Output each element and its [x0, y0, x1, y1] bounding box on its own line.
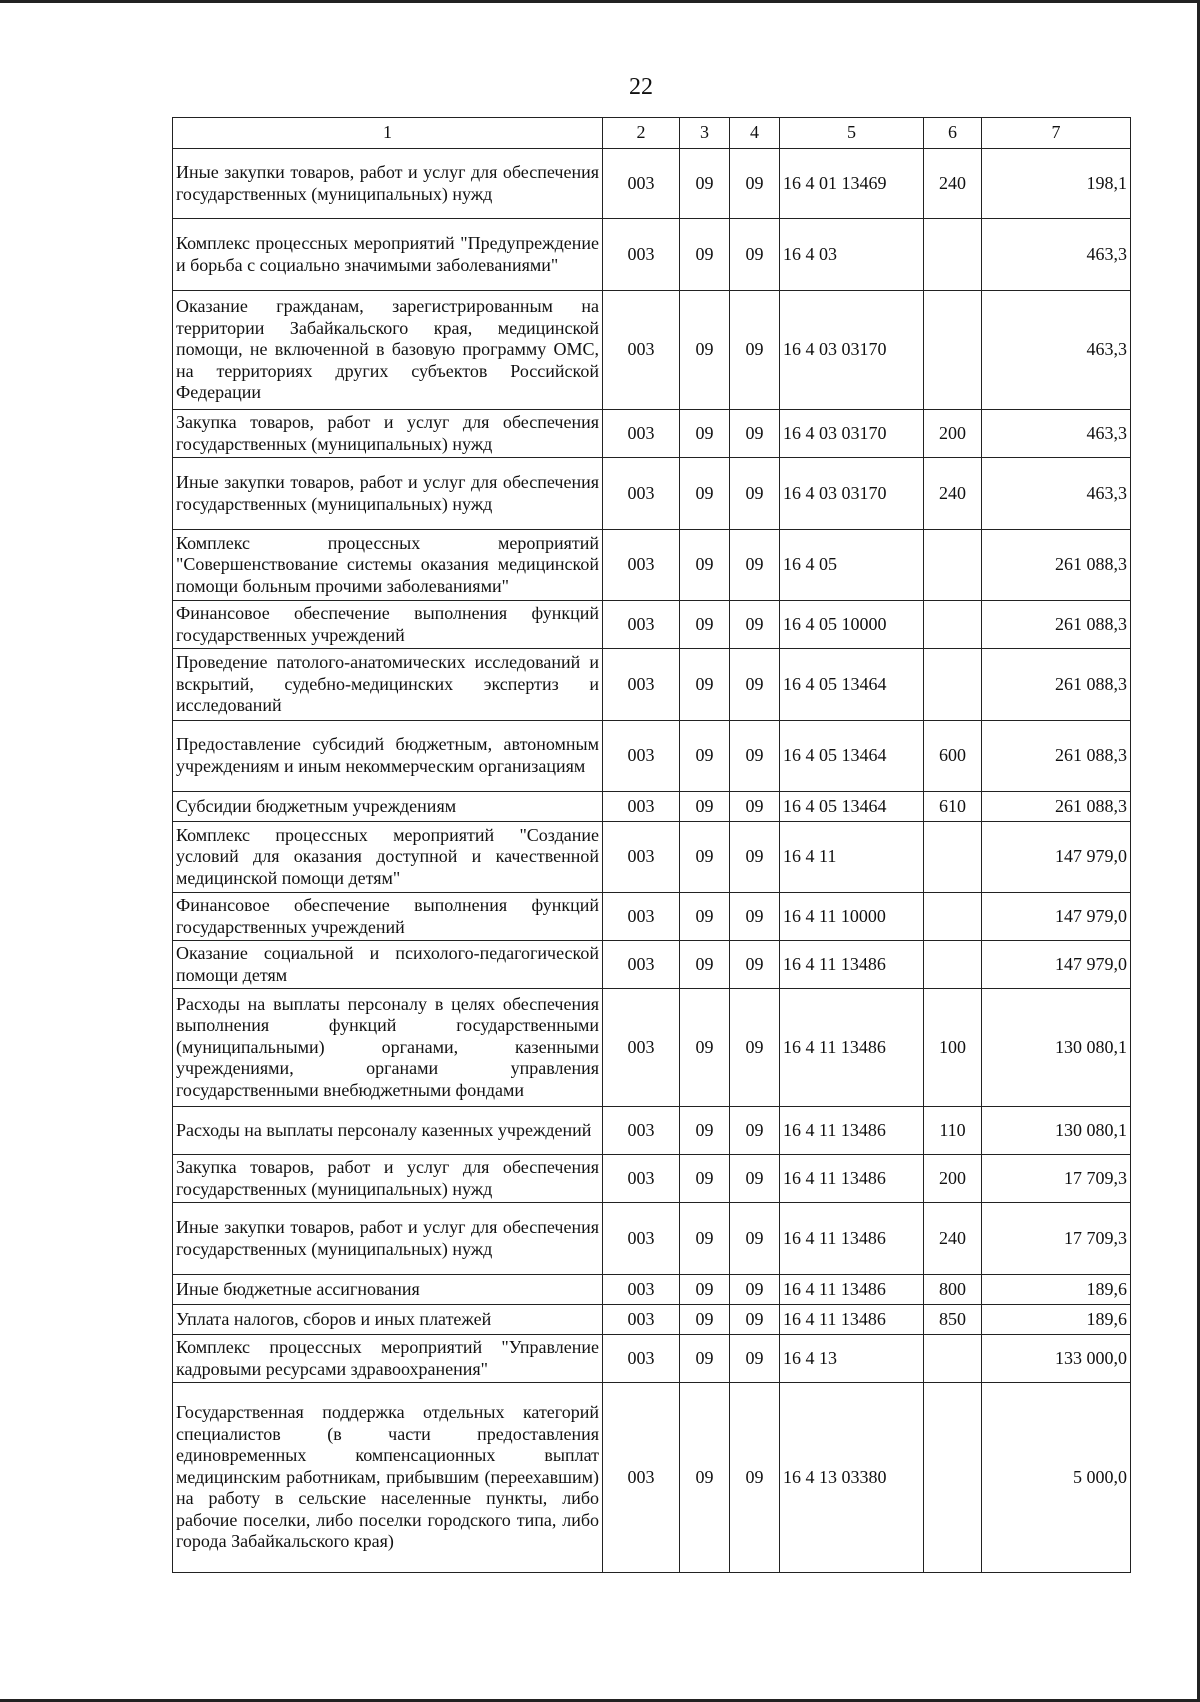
row-name-cell: Уплата налогов, сборов и иных платежей [173, 1305, 603, 1335]
row-target-code-cell: 16 4 03 03170 [780, 410, 924, 458]
row-chapter-cell: 003 [603, 149, 680, 219]
row-target-code-cell: 16 4 03 03170 [780, 291, 924, 410]
row-subsection-cell: 09 [730, 1305, 780, 1335]
table-row [173, 601, 1131, 649]
row-amount-cell: 17 709,3 [982, 1203, 1131, 1275]
row-name-cell: Оказание социальной и психолого-педагогической помощи детям [173, 941, 603, 989]
row-name-cell: Комплекс процессных мероприятий "Совершенствование системы оказания медицинской помощи больным прочими заболеваниями" [173, 530, 603, 601]
row-name-cell: Финансовое обеспечение выполнения функций государственных учреждений [173, 601, 603, 649]
row-section-cell: 09 [680, 1107, 730, 1155]
row-target-code-cell: 16 4 13 03380 [780, 1383, 924, 1573]
table-row [173, 1383, 1131, 1573]
row-target-code-cell: 16 4 05 10000 [780, 601, 924, 649]
row-amount-cell: 147 979,0 [982, 941, 1131, 989]
row-name-cell: Расходы на выплаты персоналу казенных учреждений [173, 1107, 603, 1155]
row-name-cell: Субсидии бюджетным учреждениям [173, 792, 603, 822]
column-header: 3 [680, 118, 730, 149]
row-subsection-cell: 09 [730, 1335, 780, 1383]
row-subsection-cell: 09 [730, 822, 780, 893]
table-row [173, 219, 1131, 291]
table-row [173, 893, 1131, 941]
row-name-cell: Государственная поддержка отдельных категорий специалистов (в части предоставления единовременных компенсационных выплат медицинским работникам, прибывшим (переехавшим) на работу в сельские населенные пункты, либо рабочие поселки, либо поселки городского типа, либо города Забайкальского края) [173, 1383, 603, 1573]
row-target-code-cell: 16 4 11 13486 [780, 1275, 924, 1305]
row-section-cell: 09 [680, 989, 730, 1107]
row-name-cell: Проведение патолого-анатомических исследований и вскрытий, судебно-медицинских экспертиз и исследований [173, 649, 603, 721]
table-row [173, 822, 1131, 893]
row-subsection-cell: 09 [730, 941, 780, 989]
row-chapter-cell: 003 [603, 530, 680, 601]
page-number: 22 [629, 74, 653, 100]
row-amount-cell: 130 080,1 [982, 1107, 1131, 1155]
row-chapter-cell: 003 [603, 219, 680, 291]
row-name-cell: Комплекс процессных мероприятий "Создание условий для оказания доступной и качественной медицинской помощи детям" [173, 822, 603, 893]
row-amount-cell: 463,3 [982, 219, 1131, 291]
row-name-cell: Расходы на выплаты персоналу в целях обеспечения выполнения функций государственными (муниципальными) органами, казенными учреждениями, органами управления государственными внебюджетными фондами [173, 989, 603, 1107]
row-amount-cell: 261 088,3 [982, 721, 1131, 792]
table-row [173, 1335, 1131, 1383]
row-chapter-cell: 003 [603, 1155, 680, 1203]
row-name-cell: Предоставление субсидий бюджетным, автономным учреждениям и иным некоммерческим организациям [173, 721, 603, 792]
table-body [173, 149, 1131, 1573]
row-section-cell: 09 [680, 792, 730, 822]
row-name-cell: Закупка товаров, работ и услуг для обеспечения государственных (муниципальных) нужд [173, 410, 603, 458]
row-expense-type-cell [924, 601, 982, 649]
row-chapter-cell: 003 [603, 822, 680, 893]
row-chapter-cell: 003 [603, 1305, 680, 1335]
row-target-code-cell: 16 4 11 13486 [780, 941, 924, 989]
row-expense-type-cell: 200 [924, 1155, 982, 1203]
row-section-cell: 09 [680, 1203, 730, 1275]
table-row [173, 989, 1131, 1107]
row-amount-cell: 5 000,0 [982, 1383, 1131, 1573]
row-section-cell: 09 [680, 1155, 730, 1203]
row-section-cell: 09 [680, 822, 730, 893]
row-amount-cell: 261 088,3 [982, 649, 1131, 721]
row-amount-cell: 261 088,3 [982, 530, 1131, 601]
row-section-cell: 09 [680, 458, 730, 530]
row-amount-cell: 463,3 [982, 458, 1131, 530]
row-target-code-cell: 16 4 11 10000 [780, 893, 924, 941]
row-target-code-cell: 16 4 11 [780, 822, 924, 893]
row-amount-cell: 463,3 [982, 291, 1131, 410]
row-subsection-cell: 09 [730, 1155, 780, 1203]
row-subsection-cell: 09 [730, 1203, 780, 1275]
row-amount-cell: 147 979,0 [982, 822, 1131, 893]
column-header: 4 [730, 118, 780, 149]
row-expense-type-cell: 800 [924, 1275, 982, 1305]
row-subsection-cell: 09 [730, 219, 780, 291]
row-section-cell: 09 [680, 1383, 730, 1573]
row-amount-cell: 130 080,1 [982, 989, 1131, 1107]
row-section-cell: 09 [680, 1335, 730, 1383]
row-section-cell: 09 [680, 219, 730, 291]
row-subsection-cell: 09 [730, 721, 780, 792]
row-expense-type-cell: 200 [924, 410, 982, 458]
row-expense-type-cell: 240 [924, 149, 982, 219]
row-chapter-cell: 003 [603, 941, 680, 989]
row-name-cell: Иные закупки товаров, работ и услуг для обеспечения государственных (муниципальных) нужд [173, 458, 603, 530]
column-header: 7 [982, 118, 1131, 149]
row-chapter-cell: 003 [603, 792, 680, 822]
row-expense-type-cell [924, 649, 982, 721]
row-target-code-cell: 16 4 11 13486 [780, 1305, 924, 1335]
row-section-cell: 09 [680, 893, 730, 941]
row-name-cell: Комплекс процессных мероприятий "Управление кадровыми ресурсами здравоохранения" [173, 1335, 603, 1383]
row-subsection-cell: 09 [730, 458, 780, 530]
row-section-cell: 09 [680, 721, 730, 792]
row-subsection-cell: 09 [730, 530, 780, 601]
row-amount-cell: 17 709,3 [982, 1155, 1131, 1203]
table-row [173, 410, 1131, 458]
row-subsection-cell: 09 [730, 893, 780, 941]
row-name-cell: Иные закупки товаров, работ и услуг для обеспечения государственных (муниципальных) нужд [173, 149, 603, 219]
row-subsection-cell: 09 [730, 291, 780, 410]
row-expense-type-cell: 110 [924, 1107, 982, 1155]
row-target-code-cell: 16 4 05 [780, 530, 924, 601]
row-target-code-cell: 16 4 03 03170 [780, 458, 924, 530]
table-row [173, 291, 1131, 410]
row-amount-cell: 133 000,0 [982, 1335, 1131, 1383]
table-row [173, 1203, 1131, 1275]
table-row [173, 649, 1131, 721]
table-row [173, 1305, 1131, 1335]
row-expense-type-cell [924, 1383, 982, 1573]
row-chapter-cell: 003 [603, 458, 680, 530]
row-subsection-cell: 09 [730, 149, 780, 219]
budget-table [172, 117, 1131, 1573]
row-target-code-cell: 16 4 05 13464 [780, 792, 924, 822]
row-section-cell: 09 [680, 1305, 730, 1335]
row-subsection-cell: 09 [730, 792, 780, 822]
row-target-code-cell: 16 4 05 13464 [780, 721, 924, 792]
table-row [173, 1107, 1131, 1155]
row-expense-type-cell [924, 941, 982, 989]
row-amount-cell: 463,3 [982, 410, 1131, 458]
column-header: 5 [780, 118, 924, 149]
row-name-cell: Финансовое обеспечение выполнения функций государственных учреждений [173, 893, 603, 941]
table-row [173, 721, 1131, 792]
row-target-code-cell: 16 4 01 13469 [780, 149, 924, 219]
row-section-cell: 09 [680, 149, 730, 219]
row-chapter-cell: 003 [603, 893, 680, 941]
row-subsection-cell: 09 [730, 1107, 780, 1155]
row-expense-type-cell [924, 893, 982, 941]
row-chapter-cell: 003 [603, 1203, 680, 1275]
row-target-code-cell: 16 4 11 13486 [780, 1155, 924, 1203]
row-amount-cell: 261 088,3 [982, 601, 1131, 649]
row-chapter-cell: 003 [603, 989, 680, 1107]
table-row [173, 458, 1131, 530]
row-expense-type-cell [924, 822, 982, 893]
column-header: 6 [924, 118, 982, 149]
row-chapter-cell: 003 [603, 291, 680, 410]
row-expense-type-cell: 850 [924, 1305, 982, 1335]
row-amount-cell: 147 979,0 [982, 893, 1131, 941]
row-target-code-cell: 16 4 11 13486 [780, 1203, 924, 1275]
table-row [173, 1155, 1131, 1203]
row-section-cell: 09 [680, 601, 730, 649]
row-chapter-cell: 003 [603, 1383, 680, 1573]
row-subsection-cell: 09 [730, 1275, 780, 1305]
row-chapter-cell: 003 [603, 721, 680, 792]
row-expense-type-cell: 240 [924, 1203, 982, 1275]
row-target-code-cell: 16 4 11 13486 [780, 1107, 924, 1155]
header-row [173, 118, 1131, 149]
row-expense-type-cell: 600 [924, 721, 982, 792]
row-expense-type-cell [924, 530, 982, 601]
row-section-cell: 09 [680, 291, 730, 410]
row-amount-cell: 261 088,3 [982, 792, 1131, 822]
table-row [173, 149, 1131, 219]
row-section-cell: 09 [680, 941, 730, 989]
row-subsection-cell: 09 [730, 410, 780, 458]
table-row [173, 792, 1131, 822]
row-amount-cell: 189,6 [982, 1305, 1131, 1335]
row-chapter-cell: 003 [603, 1335, 680, 1383]
row-expense-type-cell [924, 1335, 982, 1383]
row-subsection-cell: 09 [730, 601, 780, 649]
row-subsection-cell: 09 [730, 649, 780, 721]
row-name-cell: Закупка товаров, работ и услуг для обеспечения государственных (муниципальных) нужд [173, 1155, 603, 1203]
row-expense-type-cell [924, 291, 982, 410]
row-chapter-cell: 003 [603, 1275, 680, 1305]
row-name-cell: Оказание гражданам, зарегистрированным на территории Забайкальского края, медицинской помощи, не включенной в базовую программу ОМС, на территориях других субъектов Российской Федерации [173, 291, 603, 410]
row-section-cell: 09 [680, 1275, 730, 1305]
row-name-cell: Иные бюджетные ассигнования [173, 1275, 603, 1305]
row-section-cell: 09 [680, 649, 730, 721]
column-header: 1 [173, 118, 603, 149]
row-amount-cell: 198,1 [982, 149, 1131, 219]
row-name-cell: Комплекс процессных мероприятий "Предупреждение и борьба с социально значимыми заболеваниями" [173, 219, 603, 291]
row-chapter-cell: 003 [603, 601, 680, 649]
row-section-cell: 09 [680, 530, 730, 601]
row-target-code-cell: 16 4 05 13464 [780, 649, 924, 721]
table-row [173, 941, 1131, 989]
row-chapter-cell: 003 [603, 410, 680, 458]
row-target-code-cell: 16 4 13 [780, 1335, 924, 1383]
row-chapter-cell: 003 [603, 649, 680, 721]
row-expense-type-cell: 240 [924, 458, 982, 530]
row-expense-type-cell: 100 [924, 989, 982, 1107]
row-expense-type-cell [924, 219, 982, 291]
table-row [173, 1275, 1131, 1305]
row-subsection-cell: 09 [730, 989, 780, 1107]
row-name-cell: Иные закупки товаров, работ и услуг для обеспечения государственных (муниципальных) нужд [173, 1203, 603, 1275]
table-row [173, 530, 1131, 601]
row-expense-type-cell: 610 [924, 792, 982, 822]
row-chapter-cell: 003 [603, 1107, 680, 1155]
column-header: 2 [603, 118, 680, 149]
row-target-code-cell: 16 4 03 [780, 219, 924, 291]
row-target-code-cell: 16 4 11 13486 [780, 989, 924, 1107]
row-amount-cell: 189,6 [982, 1275, 1131, 1305]
row-subsection-cell: 09 [730, 1383, 780, 1573]
row-section-cell: 09 [680, 410, 730, 458]
